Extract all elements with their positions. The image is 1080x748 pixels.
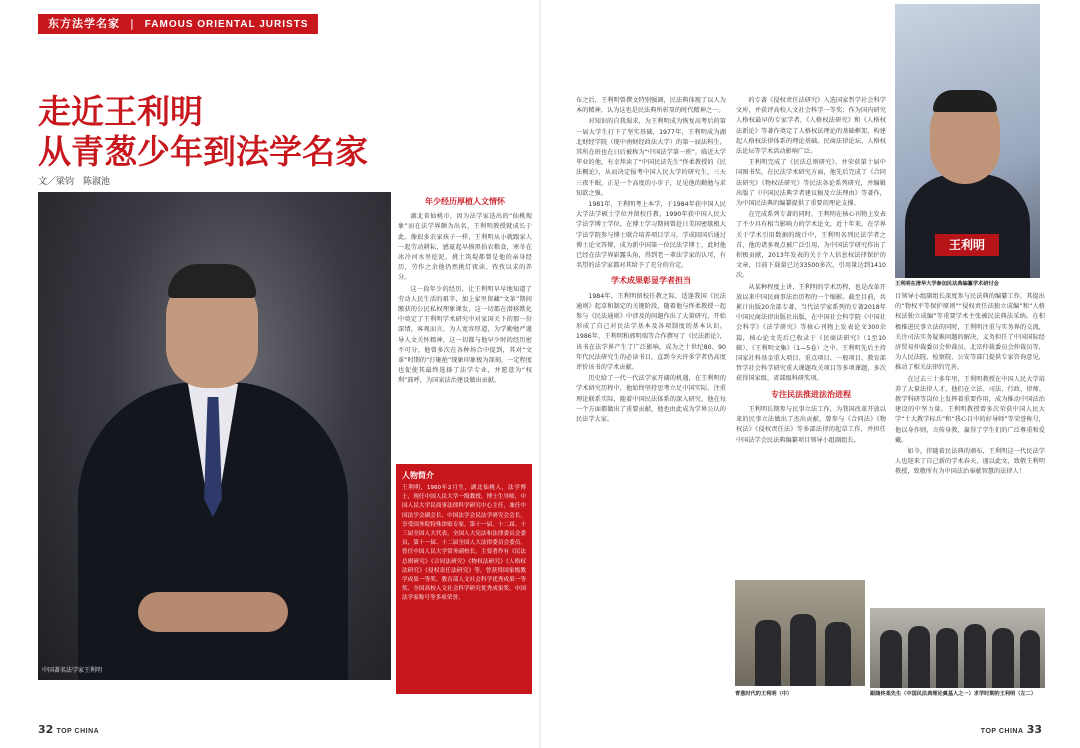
paragraph: 湖北省仙桃市，因为法学家迭出的“仙桃现象”而在法学界颇为出名，王利明教授就成长于此。像很多农家孩子一样，王利明从小就跟家人一起劳动耕耘，感夏起早摸黑拾农粮食，寒冬在冰冷河水里挖泥，挑土筑堤都曾是他的亲身经历，劳作之余他仍然挑灯夜读、孜孜以求的养分。 [398, 213, 532, 282]
bottom-photo-2 [870, 608, 1045, 688]
right-folio [981, 723, 1042, 736]
subhead-youth: 年少经历厚植人文情怀 [425, 196, 505, 206]
left-column-1 [398, 192, 532, 388]
top-photo-caption: 王利明在清华大学参加民法典编纂学术研讨会 [895, 281, 999, 287]
paragraph: 对知识的自我渴求，为王利明成为恢复高考后的第一届大学生打下了坚实基础，1977年，王利明成为湖北财经学院（现中南财经政法大学）的第一届法科生。其所在班也在日后被称为“中国法学第一班”。临近大学毕业的他，有幸拜读了“中国民法先生”佟柔教授的《民法概论》，从而决定报考中国人民大学的研究生，三天三夜不眠，正是一个高度的小步子，足见他的勤勉与求知欲之强。 [576, 118, 726, 197]
photo-person [790, 614, 816, 686]
paragraph: 布之后，王利明曾撰文特别强调，民法典体现了以人为本的精神，认为这也是民法典所彰显的时代精神之一。 [576, 97, 726, 115]
magazine-brand: TOP CHINA [56, 728, 100, 735]
right-column-2 [736, 96, 886, 447]
subhead-achievements: 学术成果彰显学者担当 [611, 275, 691, 286]
article-title-line2: 从青葱少年到法学名家 [38, 132, 368, 171]
magazine-brand: TOP CHINA [980, 728, 1024, 735]
top-photo-nameplate: 王利明 [935, 234, 999, 256]
paragraph: 如今，伴随着民法典的颁布，王利明这一代民法学人也迎来了自己新的学术春天，谨以此文，致敬王利明教授，致敬所有为中国法治奉献智慧的法律人！ [895, 448, 1045, 476]
profile-heading: 人物简介 [402, 471, 434, 480]
paragraph: 这一段年少的经历，让王利明早早地知道了劳动人民生活的艰辛，加上家里留藏“文革”期间缴获的公民私权理象课发，这一切都在潜移默化中奠定了王利明学术研究中对家国关下的那一份深情，客观而言，为人宽容厚道，为学勤勉严谨导人文关怀精神，这一切都与他早少时的经历密不可分。他曾多次在各种场合中提到，其对“文革”时期的“打砸抢”现象印象极为深刻，一定程度也促使其最终选择了法学专业，并愿意为“权利”鼓呼，为国家法治建设做出贡献。 [398, 285, 532, 385]
right-column-1 [576, 96, 726, 426]
top-photo [895, 4, 1040, 278]
photo-person [964, 624, 986, 688]
paragraph: 的专著《侵权责任法研究》入选国家哲学社会科学文库，并获评高校人文社会科学一等奖；作为国内研究人格权最早的专家学者，《人格权法研究》和《人格权法新论》等著作奠定了人格权法理论的基础框架，构建起人格权法律体系的理论基础。民商法律论坛、人格权法论坛等学术活动影响广泛。 [736, 97, 886, 156]
photo-person [936, 628, 958, 688]
bottom-photo-1 [735, 580, 865, 686]
paragraph: 在完成系列专著的同时，王利明在核心刊物上发表了不少具有相当影响力的学术论文，近十年来，在学界关于学术引用数据的统计中，王利明名列民法学者之首，他的诸多观点被广泛引用，为中国法学研究作出了积极贡献，2013年发表的关于个人信息权法律保护的文章，目前下载量已达33500多次，引用量达到1410次。 [736, 211, 886, 280]
paragraph: 1981年，王利明考上本学，于1984年获中国人民大学法学硕士学位并留校任教，1990年获中国人民大学法学博士学位，在博士学习期间曾赴日美国密歇根大学法学院参与博士联合培养项目学习，学成回国后通过博士论文答辩，成为新中国第一位民法学博士，此时他已经在法学界崭露头角，得到老一辈法学家的认可，有名望的法学家都对其给予了充分的肯定。 [576, 201, 726, 270]
bottom-photo-1-caption: 青葱时代的王利明（中） [735, 691, 793, 697]
top-photo-body [905, 174, 1030, 278]
page-number: 32 [38, 723, 54, 736]
right-page [540, 0, 1080, 748]
portrait-caption: 中国著名法学家王利明 [42, 667, 103, 674]
left-folio [38, 723, 99, 736]
paragraph: 目领导小组副组长深度参与民法典的编纂工作，其提出的“物权平等保护原则”“侵权责任法独立成编”和“人格权法独立成编”等重要学术主张被民法典法采纳。在积极推进民事立法的同时，王利明注重与实务界的交流，关注司法实务疑难问题的解决，义务担任了中国国际经济贸易仲裁委员会仲裁员、北京仲裁委员会仲裁员等，为人民法院、检察院、公安等部门提供专家咨询意见，推动了相关法律的完善。 [895, 293, 1045, 372]
section-tag [38, 14, 318, 34]
paragraph: 王利明长期参与民事立法工作，为我国改革开放以来的民事立法做出了杰出贡献，曾参与《合同法》《物权法》《侵权责任法》等多部法律的起草工作，并担任中国法学会民法典编纂项目领导小组副组长。 [736, 405, 886, 444]
paragraph: 在过去三十多年里，王利明教授在中国人民大学培养了大量法律人才，他们在立法、司法、行政、律师、教学科研等岗位上发挥着重要作用，成为推动中国法治建设的中坚力量。王利明教授曾多次荣获中国人民大学“十大教学标兵”和“我心目中的好导师”等荣誉称号，他以身作则，言传身教，赢得了学生们的广泛尊重和爱戴。 [895, 375, 1045, 444]
profile-text: 王利明，1960年2月生，湖北仙桃人，法学博士，现任中国人民大学一级教授、博士生导师，中国人民大学民商事法律科学研究中心主任，兼任中国法学会副会长、中国法学会民法学研究会会长，享受国务院特殊津贴专家，第十一届、十二届、十三届全国人大代表，全国人大宪法和法律委员会委员，第十一届、十二届全国人大法律委员会委员。曾任中国人民大学常务副校长。主要著作有《民法总则研究》《合同法研究》《物权法研究》《人格权法研究》《侵权责任法研究》等，曾获得国家级教学成果一等奖、教育部人文社会科学优秀成果一等奖、全国高校人文社会科学研究优秀成果奖、中国法学家称号等多项荣誉。 [402, 485, 526, 602]
bottom-photo-2-caption: 跟随佟柔先生（中国民法典理论奠基人之一）求学时期的王利明（左二） [870, 691, 1037, 697]
portrait-hands [138, 592, 288, 632]
photo-person [755, 620, 781, 686]
photo-person [908, 626, 930, 688]
right-column-3 [895, 292, 1045, 479]
article-title [38, 92, 368, 172]
section-tag-cn: 东方法学名家 [48, 17, 120, 30]
photo-person [1020, 630, 1040, 688]
portrait-photo [38, 192, 391, 680]
paragraph: 从某种程度上讲，王利明的学术历程，也是改革开放以来中国民商事法治历程的一个缩影。截至目前，共累计出版20余部专著，当代法学家系列的专著2018年中国民商法律出版社出版，在中国社会科学院《中国社会科学》《法学研究》等核心刊物上发表论文300余篇，核心论文先后已收录于《民商法研究》（1至10辑）、《王利明文集》（1—5卷）之中。王利明先后主持国家社科基金重大项目、重点项目、一般项目、教育部哲学社会科学研究重大课题攻关项目等多项课题，多次获得国家级、省部级科研奖项。 [736, 283, 886, 383]
page-number: 33 [1026, 723, 1042, 736]
paragraph: 王利明完成了《民法总则研究》，并荣获第十届中国图书奖，在民法学术研究方面，他先后完成了《合同法研究》《物权法研究》等民法各论系列研究，并编辑出版了《中国民法典学者建议稿及立法理由》等著作，为中国民法典的编纂提供了重要的理论支撑。 [736, 159, 886, 208]
paragraph: 1984年，王利明留校任教之际，适逢我国《民法通则》起草和制定的关键阶段，随着他与佟柔教授一起参与《民法通则》中涉及的问题作出了大量研究，开始形成了自己对民法学基本及各项制度的基本认识。1986年，王利明和郭明瑞等合作撰写了《民法新论》，该书在法学界产生了广泛影响，成为之十世纪80、90年代民法研究生的必读书目，直到今天许多学者仍高度评价该书的学术贡献。 [576, 292, 726, 372]
profile-box [396, 464, 532, 694]
portrait-hair [168, 264, 256, 298]
section-tag-en: FAMOUS ORIENTAL JURISTS [144, 19, 309, 30]
photo-person [992, 628, 1014, 688]
article-title-line1: 走近王利明 [38, 92, 203, 131]
photo-person [825, 622, 851, 686]
section-tag-separator: | [129, 17, 135, 30]
subhead-civil-law: 专注民法推进法治进程 [771, 388, 851, 399]
article-byline: 文／梁钧 陈淑池 [38, 177, 111, 187]
photo-person [880, 630, 902, 688]
top-photo-hair [933, 90, 997, 112]
paragraph: 历史给了一代一代法学家开阔的机遇，在王利明的学术研究历程中，他始终坚持思考立足中国实际、注重理论联系实际，随着中国民法体系的深入研究，他在每一个方面都做出了重要贡献，他也由此成为学界公认的民法学大家。 [576, 375, 726, 424]
